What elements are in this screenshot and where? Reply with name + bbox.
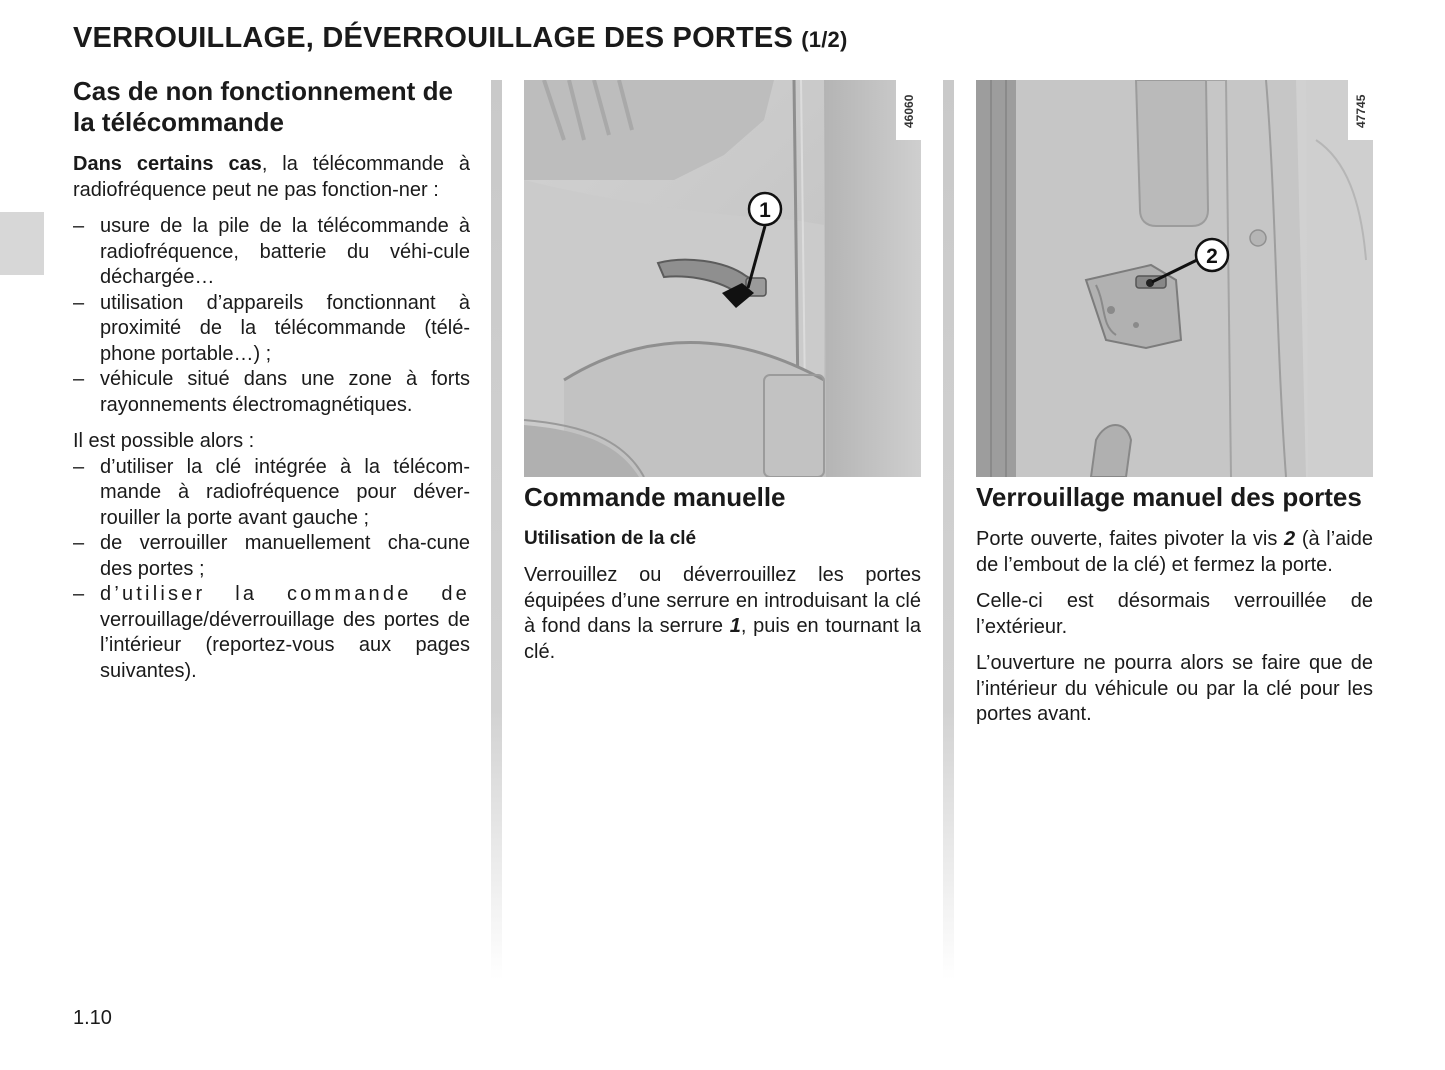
section-tab <box>0 212 44 275</box>
column-separator <box>943 80 954 980</box>
column-separator <box>491 80 502 980</box>
page-number: 1.10 <box>73 1007 112 1029</box>
key-text-after: , puis en tournant la clé. <box>524 615 921 663</box>
page-title <box>73 22 848 55</box>
list-item: – usure de la pile de la télécommande à radiofréquence, batterie du véhi-cule déchargée… <box>73 214 470 291</box>
key-usage-subheading: Utilisation de la clé <box>524 528 697 549</box>
screw-text-after: (à l’aide de l’embout de la clé) et fermez la porte. <box>976 528 1373 576</box>
screw-text-before: Porte ouverte, faites pivoter la vis <box>976 528 1285 550</box>
figure-reference-number: 46060 <box>902 94 916 128</box>
callout-2: 2 <box>1206 245 1218 268</box>
lock-reference: 1 <box>729 615 741 637</box>
manual-control-section <box>524 482 921 676</box>
remote-failure-heading: Cas de non fonctionnement de la télécommande <box>73 76 453 137</box>
manual-control-heading: Commande manuelle <box>524 482 786 512</box>
list-item: – véhicule situé dans une zone à forts rayonnements électromagnétiques. <box>73 367 470 418</box>
key-text-before: Verrouillez ou déverrouillez les portes équipées d’une serrure en introduisant la clé à fond dans la serrure <box>524 564 921 637</box>
list-item: – de verrouiller manuellement cha-cune des portes ; <box>73 531 470 582</box>
intro-bold: Dans certains cas <box>73 153 262 175</box>
locked-paragraph: Celle-ci est désormais verrouillée de l’extérieur. <box>976 590 1373 638</box>
option3-first: – d’utiliser la commande de <box>100 583 470 605</box>
option3-rest: verrouillage/déverrouillage des portes de l’intérieur (reportez-vous aux pages suivantes). <box>100 608 470 682</box>
list-item: – d’utiliser la clé intégrée à la télécom-mande à radiofréquence pour déver-rouiller la porte avant gauche ; <box>73 455 470 532</box>
screw-paragraph <box>976 527 1373 578</box>
list-item <box>73 582 470 684</box>
door-lock-screw-illustration <box>976 80 1373 477</box>
manual-door-lock-heading: Verrouillage manuel des portes <box>976 482 1362 512</box>
title-text: VERROUILLAGE, DÉVERROUILLAGE DES PORTES <box>73 22 793 54</box>
possible-label: Il est possible alors : <box>73 430 255 452</box>
remote-failure-section <box>73 76 470 695</box>
screw-reference: 2 <box>1284 528 1296 550</box>
callout-1: 1 <box>759 199 771 222</box>
door-handle-drawing <box>524 80 921 477</box>
key-usage-paragraph <box>524 563 921 665</box>
title-part: (1/2) <box>801 27 848 52</box>
intro-rest: , la télécommande à radiofréquence peut ne pas fonction-ner : <box>73 153 470 201</box>
door-handle-illustration <box>524 80 921 477</box>
list-item: – utilisation d’appareils fonctionnant à proximité de la télécommande (télé-phone portable…) ; <box>73 291 470 368</box>
manual-door-lock-section <box>976 482 1373 739</box>
door-lock-drawing <box>976 80 1373 477</box>
figure-reference-number: 47745 <box>1354 94 1368 128</box>
options-list <box>73 455 470 685</box>
causes-list <box>73 214 470 418</box>
opening-paragraph: L’ouverture ne pourra alors se faire que de l’intérieur du véhicule ou par la clé pour les portes avant. <box>976 652 1373 725</box>
intro-paragraph <box>73 152 470 203</box>
